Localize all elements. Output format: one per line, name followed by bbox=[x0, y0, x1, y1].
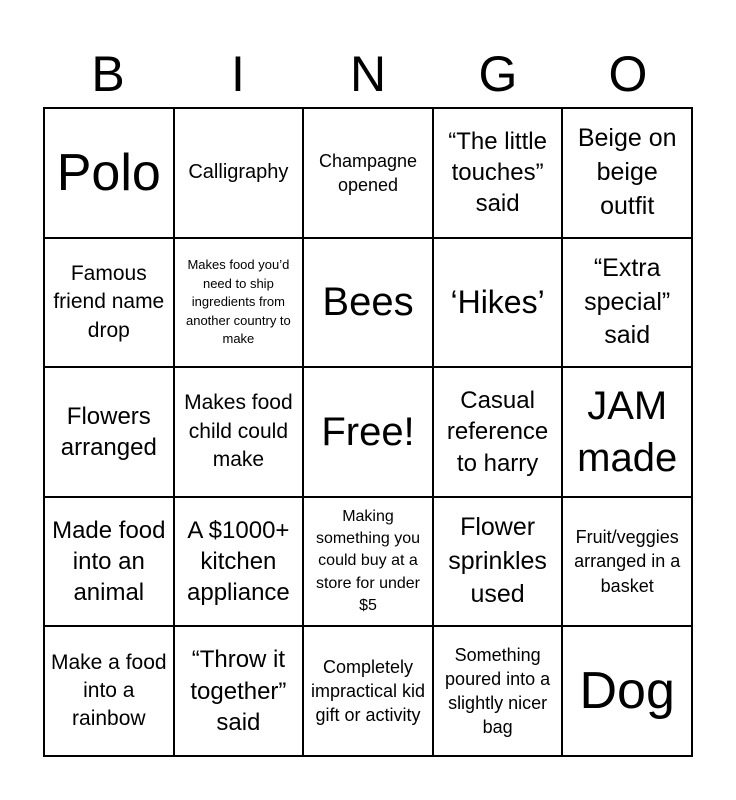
cell-text: Fruit/veggies arranged in a basket bbox=[574, 527, 681, 596]
cell-text: Calligraphy bbox=[188, 161, 289, 184]
bingo-cell-r1c5[interactable] bbox=[562, 108, 692, 238]
bingo-cell-r3c4[interactable] bbox=[433, 367, 563, 497]
bingo-header bbox=[43, 40, 693, 108]
bingo-cell-r4c1[interactable] bbox=[44, 497, 174, 627]
bingo-cell-r4c5[interactable] bbox=[562, 497, 692, 627]
cell-text: Free! bbox=[321, 409, 415, 454]
bingo-card bbox=[43, 107, 693, 757]
cell-text: Made food into an animal bbox=[52, 516, 166, 607]
bingo-cell-r5c4[interactable] bbox=[433, 626, 563, 756]
bingo-cell-r1c4[interactable] bbox=[433, 108, 563, 238]
bingo-cell-r2c2[interactable] bbox=[174, 238, 304, 368]
cell-text: Flower sprinkles used bbox=[448, 512, 547, 609]
header-letter-i: I bbox=[231, 46, 245, 102]
cell-text: Makes food child could make bbox=[184, 391, 293, 472]
bingo-cell-r4c3[interactable] bbox=[303, 497, 433, 627]
header-letter-g: G bbox=[478, 46, 518, 102]
bingo-cell-r2c1[interactable] bbox=[44, 238, 174, 368]
cell-text: Something poured into a slightly nicer bag bbox=[445, 644, 551, 738]
cell-text: “Throw it together” said bbox=[190, 646, 287, 736]
bingo-cell-r1c2[interactable] bbox=[174, 108, 304, 238]
cell-text: Flowers arranged bbox=[60, 402, 157, 461]
bingo-cell-r5c2[interactable] bbox=[174, 626, 304, 756]
cell-text: Beige on beige outfit bbox=[577, 124, 677, 220]
bingo-cell-r5c1[interactable] bbox=[44, 626, 174, 756]
cell-text: Completely impractical kid gift or activity bbox=[310, 656, 425, 726]
cell-text: Famous friend name drop bbox=[53, 261, 165, 342]
cell-text: “Extra special” said bbox=[584, 253, 671, 350]
header-letter-b: B bbox=[91, 46, 125, 102]
free-space-cell[interactable] bbox=[303, 367, 433, 497]
cell-text: Bees bbox=[322, 280, 414, 325]
bingo-cell-r3c2[interactable] bbox=[174, 367, 304, 497]
header-letter-o: O bbox=[608, 46, 648, 102]
bingo-cell-r4c4[interactable] bbox=[433, 497, 563, 627]
cell-text: Polo bbox=[56, 143, 161, 202]
cell-text: Casual reference to harry bbox=[446, 387, 549, 477]
cell-text: Makes food you’d need to ship ingredients from another country to make bbox=[185, 257, 291, 347]
cell-text: ‘Hikes’ bbox=[450, 283, 545, 320]
bingo-cell-r1c3[interactable] bbox=[303, 108, 433, 238]
bingo-cell-r5c5[interactable] bbox=[562, 626, 692, 756]
cell-text: Dog bbox=[579, 661, 675, 720]
cell-text: Making something you could buy at a store for under $5 bbox=[315, 507, 421, 615]
cell-text: “The little touches” said bbox=[448, 128, 547, 218]
bingo-cell-r1c1[interactable] bbox=[44, 108, 174, 238]
cell-text: A $1000+ kitchen appliance bbox=[187, 516, 290, 607]
bingo-cell-r5c3[interactable] bbox=[303, 626, 433, 756]
header-letter-n: N bbox=[349, 46, 387, 102]
bingo-cell-r2c5[interactable] bbox=[562, 238, 692, 368]
cell-text: Champagne opened bbox=[318, 150, 418, 195]
bingo-cell-r3c5[interactable] bbox=[562, 367, 692, 497]
bingo-cell-r2c4[interactable] bbox=[433, 238, 563, 368]
cell-text: Make a food into a rainbow bbox=[51, 650, 167, 731]
bingo-cell-r4c2[interactable] bbox=[174, 497, 304, 627]
bingo-cell-r2c3[interactable] bbox=[303, 238, 433, 368]
cell-text: JAM made bbox=[577, 383, 678, 480]
bingo-cell-r3c1[interactable] bbox=[44, 367, 174, 497]
